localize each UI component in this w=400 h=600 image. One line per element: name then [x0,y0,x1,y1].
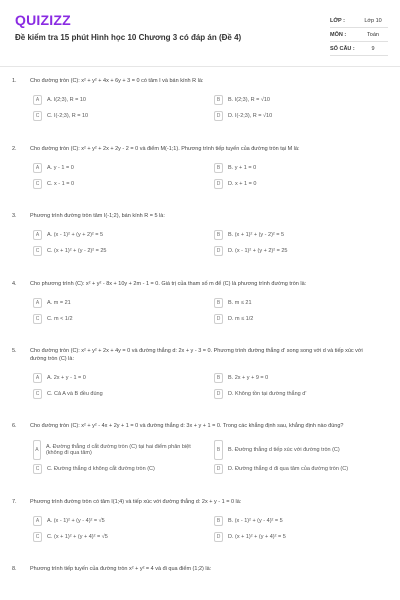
question-stem [0,78,400,86]
meta-key: SỐ CÂU : [330,45,355,52]
option-row [33,440,400,464]
question-number: 7. [12,498,17,505]
question-stem [0,281,400,289]
option-text: C. Cả A và B đều đúng [47,390,103,397]
meta-value: 9 [371,45,375,52]
question-text: Cho đường tròn (C): x² + y² + 4x + 6y + 3 = 0 có tâm I và bán kính R là: [30,78,204,84]
question-number: 1. [12,78,17,84]
question-number: 6. [12,423,17,429]
question [0,78,400,127]
option-letter-box: A [33,373,42,383]
option-text: A. I(2;3), R = 10 [47,97,86,103]
option-letter-box: C [33,532,42,542]
option-text: B. Đường thẳng d tiếp xúc với đường tròn (C) [228,446,340,453]
option-text: A. Đường thẳng d cắt đường tròn (C) tại hai điểm phân biệt (không đi qua tâm) [45,443,191,456]
answer-option[interactable] [33,531,209,542]
answer-option[interactable] [214,388,390,399]
option-letter-box: A [33,298,42,308]
answer-option[interactable] [214,111,390,122]
question [0,213,400,262]
question-text: Phương trình tiếp tuyến của đường tròn x² + y² = 4 và đi qua điểm (1;2) là: [30,566,212,572]
question-stem [0,423,400,431]
option-text: B. y + 1 = 0 [228,164,257,171]
answer-options [33,297,400,329]
answer-option[interactable] [33,230,209,241]
option-text: D. Không tồn tại đường thẳng d' [228,390,307,397]
question [0,348,400,404]
option-text: A. (x - 1)² + (y + 2)² = 5 [47,232,104,238]
answer-option[interactable] [214,440,390,460]
meta-value: Lớp 10 [364,17,382,24]
option-text: A. (x - 1)² + (y - 4)² = √5 [47,517,105,524]
question-list [0,78,400,593]
option-text: B. I(2;3), R = √10 [228,97,270,103]
option-row [33,95,400,111]
question-text: Phương trình đường tròn có tâm I(1;4) và tiếp xúc với đường thẳng d: 2x + y - 1 = 0 là: [30,498,242,505]
option-letter-box: B [214,230,223,240]
option-text: D. x + 1 = 0 [228,180,257,187]
question-text: Cho đường tròn (C): x² + y² + 2x + 4y = 0 và đường thẳng d: 2x + y - 3 = 0. Phương trình đường thẳng d' song song với d và tiếp xúc với đường tròn (C) là: [30,348,363,362]
option-text: B. 2x + y + 9 = 0 [228,374,269,381]
option-letter-box: B [214,163,223,173]
option-letter-box: C [33,179,42,189]
answer-option[interactable] [33,464,209,475]
option-row [33,230,400,246]
option-text: D. m ≤ 1/2 [228,315,254,322]
option-letter-box: A [33,163,42,173]
option-letter-box: C [33,111,42,121]
option-row [33,313,400,329]
option-letter-box: B [214,95,223,105]
option-row [33,297,400,313]
question-text: Cho phương trình (C): x² + y² - 8x + 10y + 2m - 1 = 0. Giá trị của tham số m để (C) là phương trình đường tròn là: [30,280,307,287]
option-letter-box: D [214,111,223,121]
answer-option[interactable] [33,440,209,460]
option-text: B. m ≤ 21 [228,299,252,306]
question [0,423,400,480]
meta-row [330,28,388,42]
option-row [33,388,400,404]
answer-option[interactable] [33,388,209,399]
question-stem [0,499,400,507]
answer-option[interactable] [33,313,209,324]
worksheet-header [0,0,400,64]
answer-options [33,515,400,547]
answer-option[interactable] [214,178,390,189]
option-letter-box: D [214,532,223,542]
option-letter-box: A [33,95,42,105]
option-text: D. (x + 1)² + (y + 4)² = 5 [228,533,286,540]
option-letter-box: D [214,389,223,399]
answer-options [33,440,400,480]
question-number: 3. [12,213,17,219]
question-number: 8. [12,566,17,572]
option-text: B. (x + 1)² + (y - 2)² = 5 [228,232,285,238]
option-letter-box: B [214,373,223,383]
option-row [33,464,400,480]
answer-options [33,95,400,127]
option-letter-box: D [214,464,223,474]
answer-option[interactable] [33,515,209,526]
question-text: Cho đường tròn (C): x² + y² - 4x + 2y + 1 = 0 và đường thẳng d: 3x + y + 1 = 0. Trong các khẳng định sau, khẳng định nào đúng? [30,423,344,429]
question-number: 2. [12,145,17,152]
quizizz-logo: QUIZIZZ [15,12,71,28]
option-row [33,111,400,127]
question-number: 5. [12,348,17,354]
meta-value: Toán [367,31,379,38]
option-letter-box: B [214,516,223,526]
option-row [33,162,400,178]
question-text: Phương trình đường tròn tâm I(-1;2), bán kính R = 5 là: [30,213,165,219]
answer-option[interactable] [214,531,390,542]
answer-option[interactable] [214,297,390,308]
question-stem [0,348,400,363]
header-divider [0,66,400,67]
question [0,146,400,195]
option-text: C. m < 1/2 [47,315,73,322]
question-stem [0,566,400,574]
meta-key: LỚP : [330,17,345,24]
option-letter-box: C [33,389,42,399]
worksheet-title: Đề kiểm tra 15 phút Hình học 10 Chương 3 có đáp án (Đề 4) [15,33,242,42]
option-text: B. (x - 1)² + (y - 4)² = 5 [228,517,283,524]
meta-row [330,42,388,56]
option-row [33,178,400,194]
option-text: D. Đường thẳng d đi qua tâm của đường tròn (C) [228,466,349,472]
meta-row [330,14,388,28]
option-text: C. Đường thẳng d không cắt đường tròn (C) [47,466,155,472]
answer-option[interactable] [33,162,209,173]
meta-table [330,14,388,56]
question-stem [0,146,400,154]
option-letter-box: D [214,246,223,256]
option-text: A. 2x + y - 1 = 0 [47,374,86,381]
option-row [33,515,400,531]
question [0,281,400,330]
option-letter-box: C [33,314,42,324]
option-letter-box: D [214,314,223,324]
option-text: D. I(-2;3), R = √10 [228,113,273,119]
answer-option[interactable] [214,464,390,475]
answer-option[interactable] [33,372,209,383]
option-text: D. (x - 1)² + (y + 2)² = 25 [228,248,288,254]
answer-option[interactable] [33,95,209,106]
option-text: C. (x + 1)² + (y + 4)² = √5 [47,533,108,540]
answer-option[interactable] [214,313,390,324]
answer-option[interactable] [214,95,390,106]
option-letter-box: A [33,516,42,526]
option-text: A. y - 1 = 0 [47,164,74,171]
option-letter-box: B [214,440,223,460]
option-letter-box: A [33,230,42,240]
option-text: A. m = 21 [47,299,71,306]
answer-option[interactable] [33,297,209,308]
option-letter-box: C [33,246,42,256]
answer-option[interactable] [214,230,390,241]
option-text: C. (x + 1)² + (y - 2)² = 25 [47,248,107,254]
answer-option[interactable] [214,372,390,383]
question-text: Cho đường tròn (C): x² + y² + 2x + 2y - 2 = 0 và điểm M(-1;1). Phương trình tiếp tuyến của đường tròn tại M là: [30,145,300,152]
question [0,566,400,574]
question-number: 4. [12,280,17,287]
option-row [33,246,400,262]
option-letter-box: A [33,440,41,460]
answer-options [33,162,400,194]
answer-option[interactable] [33,178,209,189]
option-row [33,372,400,388]
answer-option[interactable] [33,246,209,257]
question [0,499,400,548]
answer-option[interactable] [214,515,390,526]
option-letter-box: B [214,298,223,308]
answer-options [33,372,400,404]
option-row [33,531,400,547]
answer-options [33,230,400,262]
option-letter-box: C [33,464,42,474]
option-letter-box: D [214,179,223,189]
question-stem [0,213,400,221]
answer-option[interactable] [33,111,209,122]
answer-option[interactable] [214,162,390,173]
option-text: C. x - 1 = 0 [47,180,75,187]
option-text: C. I(-2;3), R = 10 [47,113,89,119]
meta-key: MÔN : [330,31,347,38]
answer-option[interactable] [214,246,390,257]
